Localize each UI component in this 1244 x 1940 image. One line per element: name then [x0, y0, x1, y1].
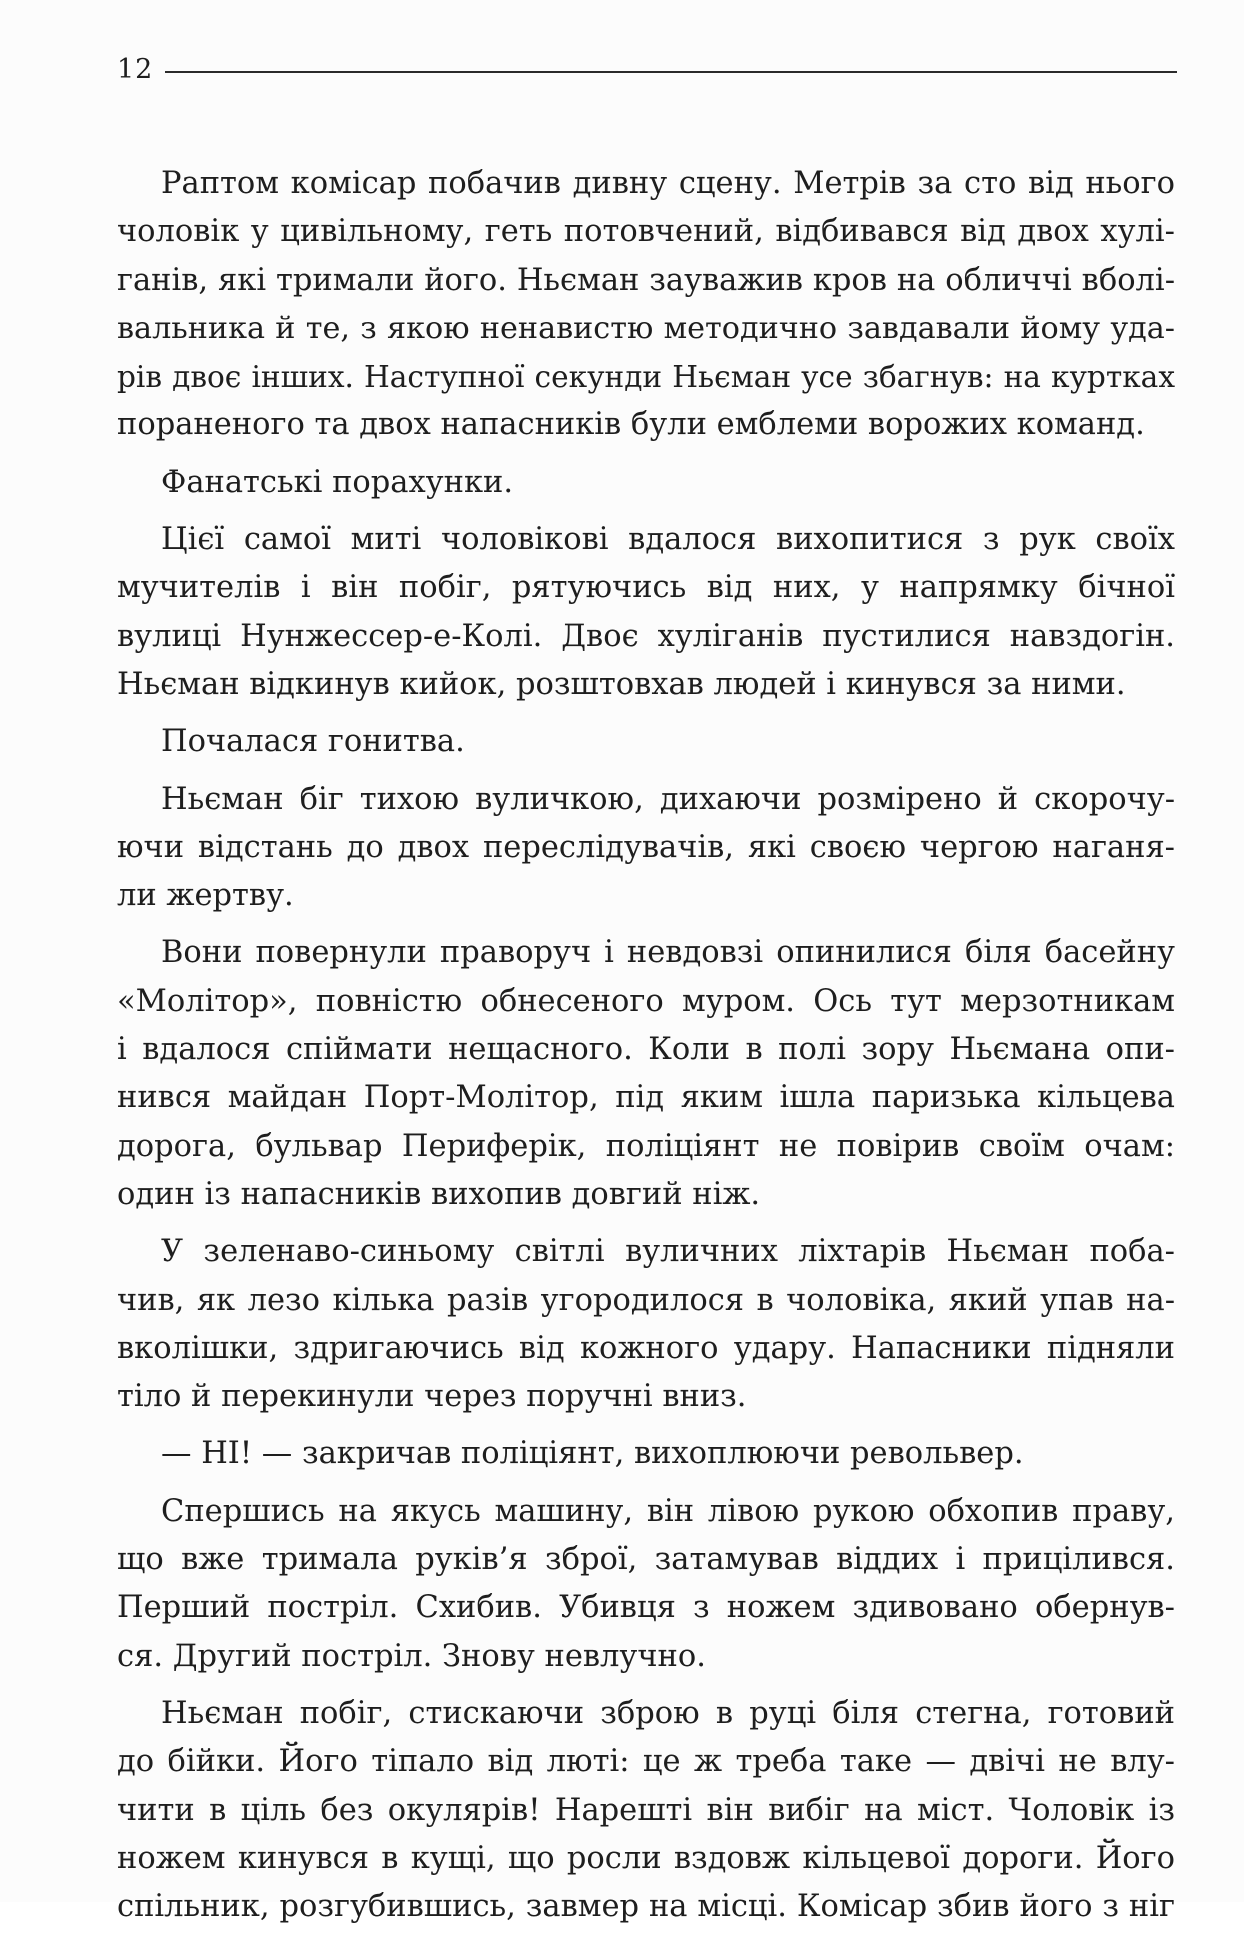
text-line: У зеленаво-синьому світлі вуличних ліхтарів Ньєман поба-: [161, 1234, 1175, 1270]
text-line: Перший постріл. Схибив. Убивця з ножем здивовано обернув-: [117, 1590, 1175, 1626]
paragraph: [117, 718, 1175, 766]
text-line: і вдалося спіймати нещасного. Коли в полі зору Ньємана опи-: [117, 1032, 1175, 1068]
text-line: ганів, які тримали його. Ньєман зауважив кров на обличчі вболі-: [117, 262, 1175, 298]
text-line: вколішки, здригаючись від кожного удару. Напасники підняли: [117, 1330, 1175, 1366]
text-line: Вони повернули праворуч і невдовзі опинилися біля басейну: [161, 935, 1175, 971]
text-line: дорога, бульвар Периферік, поліціянт не повірив своїм очам:: [117, 1128, 1175, 1164]
text-line: мучителів і він побіг, рятуючись від них, у напрямку бічної: [117, 570, 1175, 606]
text-line: «Молітор», повністю обнесеного муром. Ось тут мерзотникам: [117, 983, 1175, 1019]
paragraph: [117, 160, 1175, 450]
paragraph: [117, 1488, 1175, 1681]
text-line: Фанатські порахунки.: [161, 464, 514, 500]
text-line: тіло й перекинули через поручні вниз.: [117, 1379, 747, 1415]
text-line: Цієї самої миті чоловікові вдалося вихопитися з рук своїх: [161, 522, 1175, 558]
text-line: Ньєман відкинув кийок, розштовхав людей і кинувся за ними.: [117, 666, 1126, 702]
paragraph: [117, 1228, 1175, 1421]
text-line: Ньєман побіг, стискаючи зброю в руці біля стегна, готовий: [161, 1695, 1175, 1731]
body-text: [117, 160, 1175, 1940]
paragraph: [117, 776, 1175, 921]
text-line: один із напасників вихопив довгий ніж.: [117, 1176, 761, 1212]
text-line: чив, як лезо кілька разів угородилося в чоловіка, який упав на-: [117, 1282, 1175, 1318]
text-line: Ньєман біг тихою вуличкою, дихаючи розмірено й скорочу-: [161, 781, 1175, 817]
text-line: нився майдан Порт-Молітор, під яким ішла паризька кільцева: [117, 1080, 1175, 1116]
running-header: [117, 50, 1177, 90]
paragraph: [117, 1690, 1175, 1931]
paragraph: [117, 929, 1175, 1219]
paragraph: [117, 459, 1175, 507]
paragraph: [117, 516, 1175, 709]
text-line: ючи відстань до двох переслідувачів, які своєю чергою наганя-: [117, 829, 1175, 865]
text-line: ножем кинувся в кущі, що росли вздовж кільцевої дороги. Його: [117, 1840, 1175, 1876]
text-line: — НІ! — закричав поліціянт, вихоплюючи револьвер.: [161, 1436, 1024, 1472]
page-number: 12: [117, 54, 154, 85]
text-line: ли жертву.: [117, 878, 294, 914]
text-line: чоловік у цивільному, геть потовчений, відбивався від двох хулі-: [117, 214, 1175, 250]
text-line: Раптом комісар побачив дивну сцену. Метрів за сто від нього: [161, 166, 1175, 201]
text-line: Почалася гонитва.: [161, 724, 465, 760]
text-line: спільник, розгубившись, завмер на місці. Комісар збив його з ніг: [117, 1889, 1175, 1925]
text-line: вулиці Нунжессер-е-Колі. Двоє хуліганів пустилися навздогін.: [117, 618, 1175, 654]
text-line: рів двоє інших. Наступної секунди Ньєман усе збагнув: на куртках: [117, 360, 1175, 395]
text-line: чити в ціль без окулярів! Нарешті він вибіг на міст. Чоловік із: [117, 1792, 1175, 1828]
text-line: пораненого та двох напасників були емблеми ворожих команд.: [117, 407, 1145, 443]
text-line: що вже тримала руків’я зброї, затамував віддих і прицілився.: [117, 1542, 1175, 1578]
text-line: Спершись на якусь машину, він лівою рукою обхопив праву,: [161, 1493, 1175, 1529]
text-line: до бійки. Його тіпало від люті: це ж треба таке — двічі не влу-: [117, 1744, 1175, 1780]
text-line: вальника й те, з якою ненавистю методично завдавали йому уда-: [117, 310, 1175, 346]
text-line: ся. Другий постріл. Знову невлучно.: [117, 1638, 706, 1674]
paragraph: [117, 1430, 1175, 1478]
header-rule: [165, 71, 1177, 73]
